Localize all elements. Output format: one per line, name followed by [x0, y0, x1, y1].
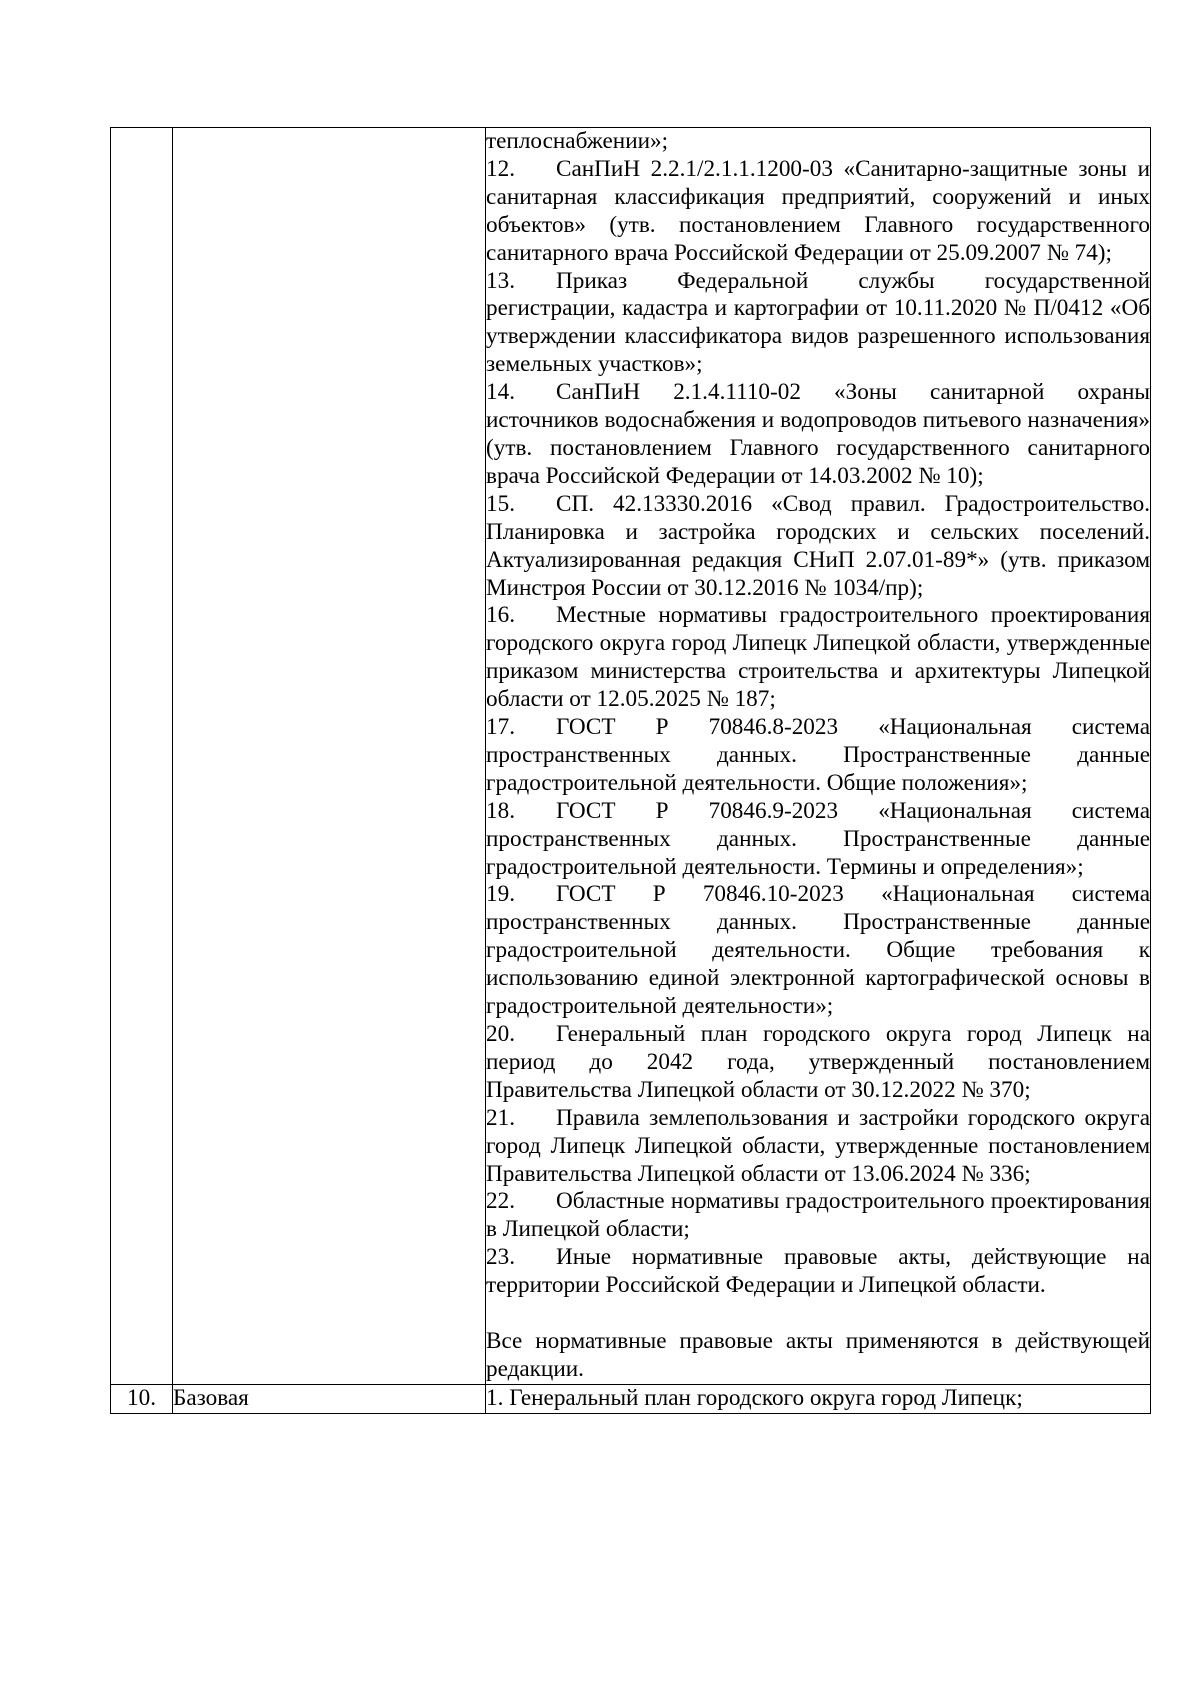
list-item-text: Правила землепользования и застройки городского округа город Липецк Липецкой области, утвержденные постановлением Правительства Липецкой области от 13.06.2024 № 336; [486, 1104, 1150, 1187]
list-item-number: 16. [486, 602, 515, 629]
list-item-number: 15. [486, 490, 515, 517]
list-item [486, 379, 1150, 491]
list-item-text: СанПиН 2.2.1/2.1.1.1200-03 «Санитарно-защитные зоны и санитарная классификация предприятий, сооружений и иных объектов» (утв. постановлением Главного государственного санитарного врача Российской Федерации от 25.09.2007 № 74); [486, 155, 1150, 266]
row-content-cell: 1. Генеральный план городского округа город Липецк; [486, 1384, 1151, 1413]
row-content-cell [486, 128, 1151, 1385]
list-item [486, 714, 1150, 798]
list-item [486, 1105, 1150, 1189]
list-item [486, 156, 1150, 268]
list-item-text: Областные нормативы градостроительного проектирования в Липецкой области; [486, 1188, 1150, 1243]
list-item-number: 14. [486, 379, 515, 406]
list-item-number: 20. [486, 1021, 515, 1047]
list-item-number: 18. [486, 797, 515, 824]
normative-acts-list [486, 156, 1150, 1300]
list-item [486, 1021, 1150, 1105]
table-row [111, 1384, 1151, 1413]
blank-line [486, 1300, 1150, 1328]
list-item-text: ГОСТ Р 70846.8-2023 «Национальная система пространственных данных. Пространственные данные градостроительной деятельности. Общие положения»; [486, 714, 1150, 796]
list-item-text: ГОСТ Р 70846.10-2023 «Национальная система пространственных данных. Пространственные данные градостроительной деятельности. Общие требования к использованию единой электронной картографической основы в градостроительной деятельности»; [486, 881, 1150, 1020]
list-item-text: СП. 42.13330.2016 «Свод правил. Градостроительство. Планировка и застройка городских и сельских поселений. Актуализированная редакция СНиП 2.07.01-89*» (утв. приказом Минстроя России от 30.12.2016 № 1034/пр); [486, 490, 1150, 601]
row-number-cell: 10. [111, 1384, 173, 1413]
list-item-text: СанПиН 2.1.4.1110-02 «Зоны санитарной охраны источников водоснабжения и водопроводов питьевого назначения» (утв. постановлением Главного государственного санитарного врача Российской Федерации от 14.03.2002 № 10); [486, 379, 1150, 489]
list-item [486, 268, 1150, 380]
continued-text: теплоснабжении»; [486, 128, 669, 154]
list-item [486, 1244, 1150, 1300]
row-label-cell: Базовая [173, 1384, 486, 1413]
list-item-text: Генеральный план городского округа город Липецк на период до 2042 года, утвержденный постановлением Правительства Липецкой области от 30.12.2022 № 370; [486, 1021, 1150, 1103]
list-item [486, 1188, 1150, 1244]
list-item-number: 22. [486, 1188, 515, 1215]
list-item-number: 19. [486, 881, 515, 908]
list-item [486, 798, 1150, 882]
list-item [486, 602, 1150, 714]
list-item-text: Местные нормативы градостроительного проектирования городского округа город Липецк Липецкой области, утвержденные приказом министерства строительства и архитектуры Липецкой области от 12.05.2025 № 187; [486, 602, 1150, 713]
list-item-text: ГОСТ Р 70846.9-2023 «Национальная система пространственных данных. Пространственные данные градостроительной деятельности. Термины и определения»; [486, 797, 1150, 880]
list-item [486, 491, 1150, 603]
row-label-cell [173, 128, 486, 1385]
table-row [111, 128, 1151, 1385]
list-item-number: 17. [486, 714, 515, 741]
closing-note: Все нормативные правовые акты применяются в действующей редакции. [486, 1327, 1150, 1382]
list-item-number: 13. [486, 267, 515, 294]
list-item-text: Иные нормативные правовые акты, действующие на территории Российской Федерации и Липецкой области. [486, 1244, 1150, 1299]
list-item-number: 21. [486, 1104, 515, 1131]
list-item-number: 23. [486, 1244, 515, 1271]
list-item-number: 12. [486, 155, 515, 182]
list-item [486, 881, 1150, 1021]
requirements-table [110, 127, 1151, 1414]
row-number-cell [111, 128, 173, 1385]
list-item-text: Приказ Федеральной службы государственной регистрации, кадастра и картографии от 10.11.2020 № П/0412 «Об утверждении классификатора видов разрешенного использования земельных участков»; [486, 267, 1150, 378]
